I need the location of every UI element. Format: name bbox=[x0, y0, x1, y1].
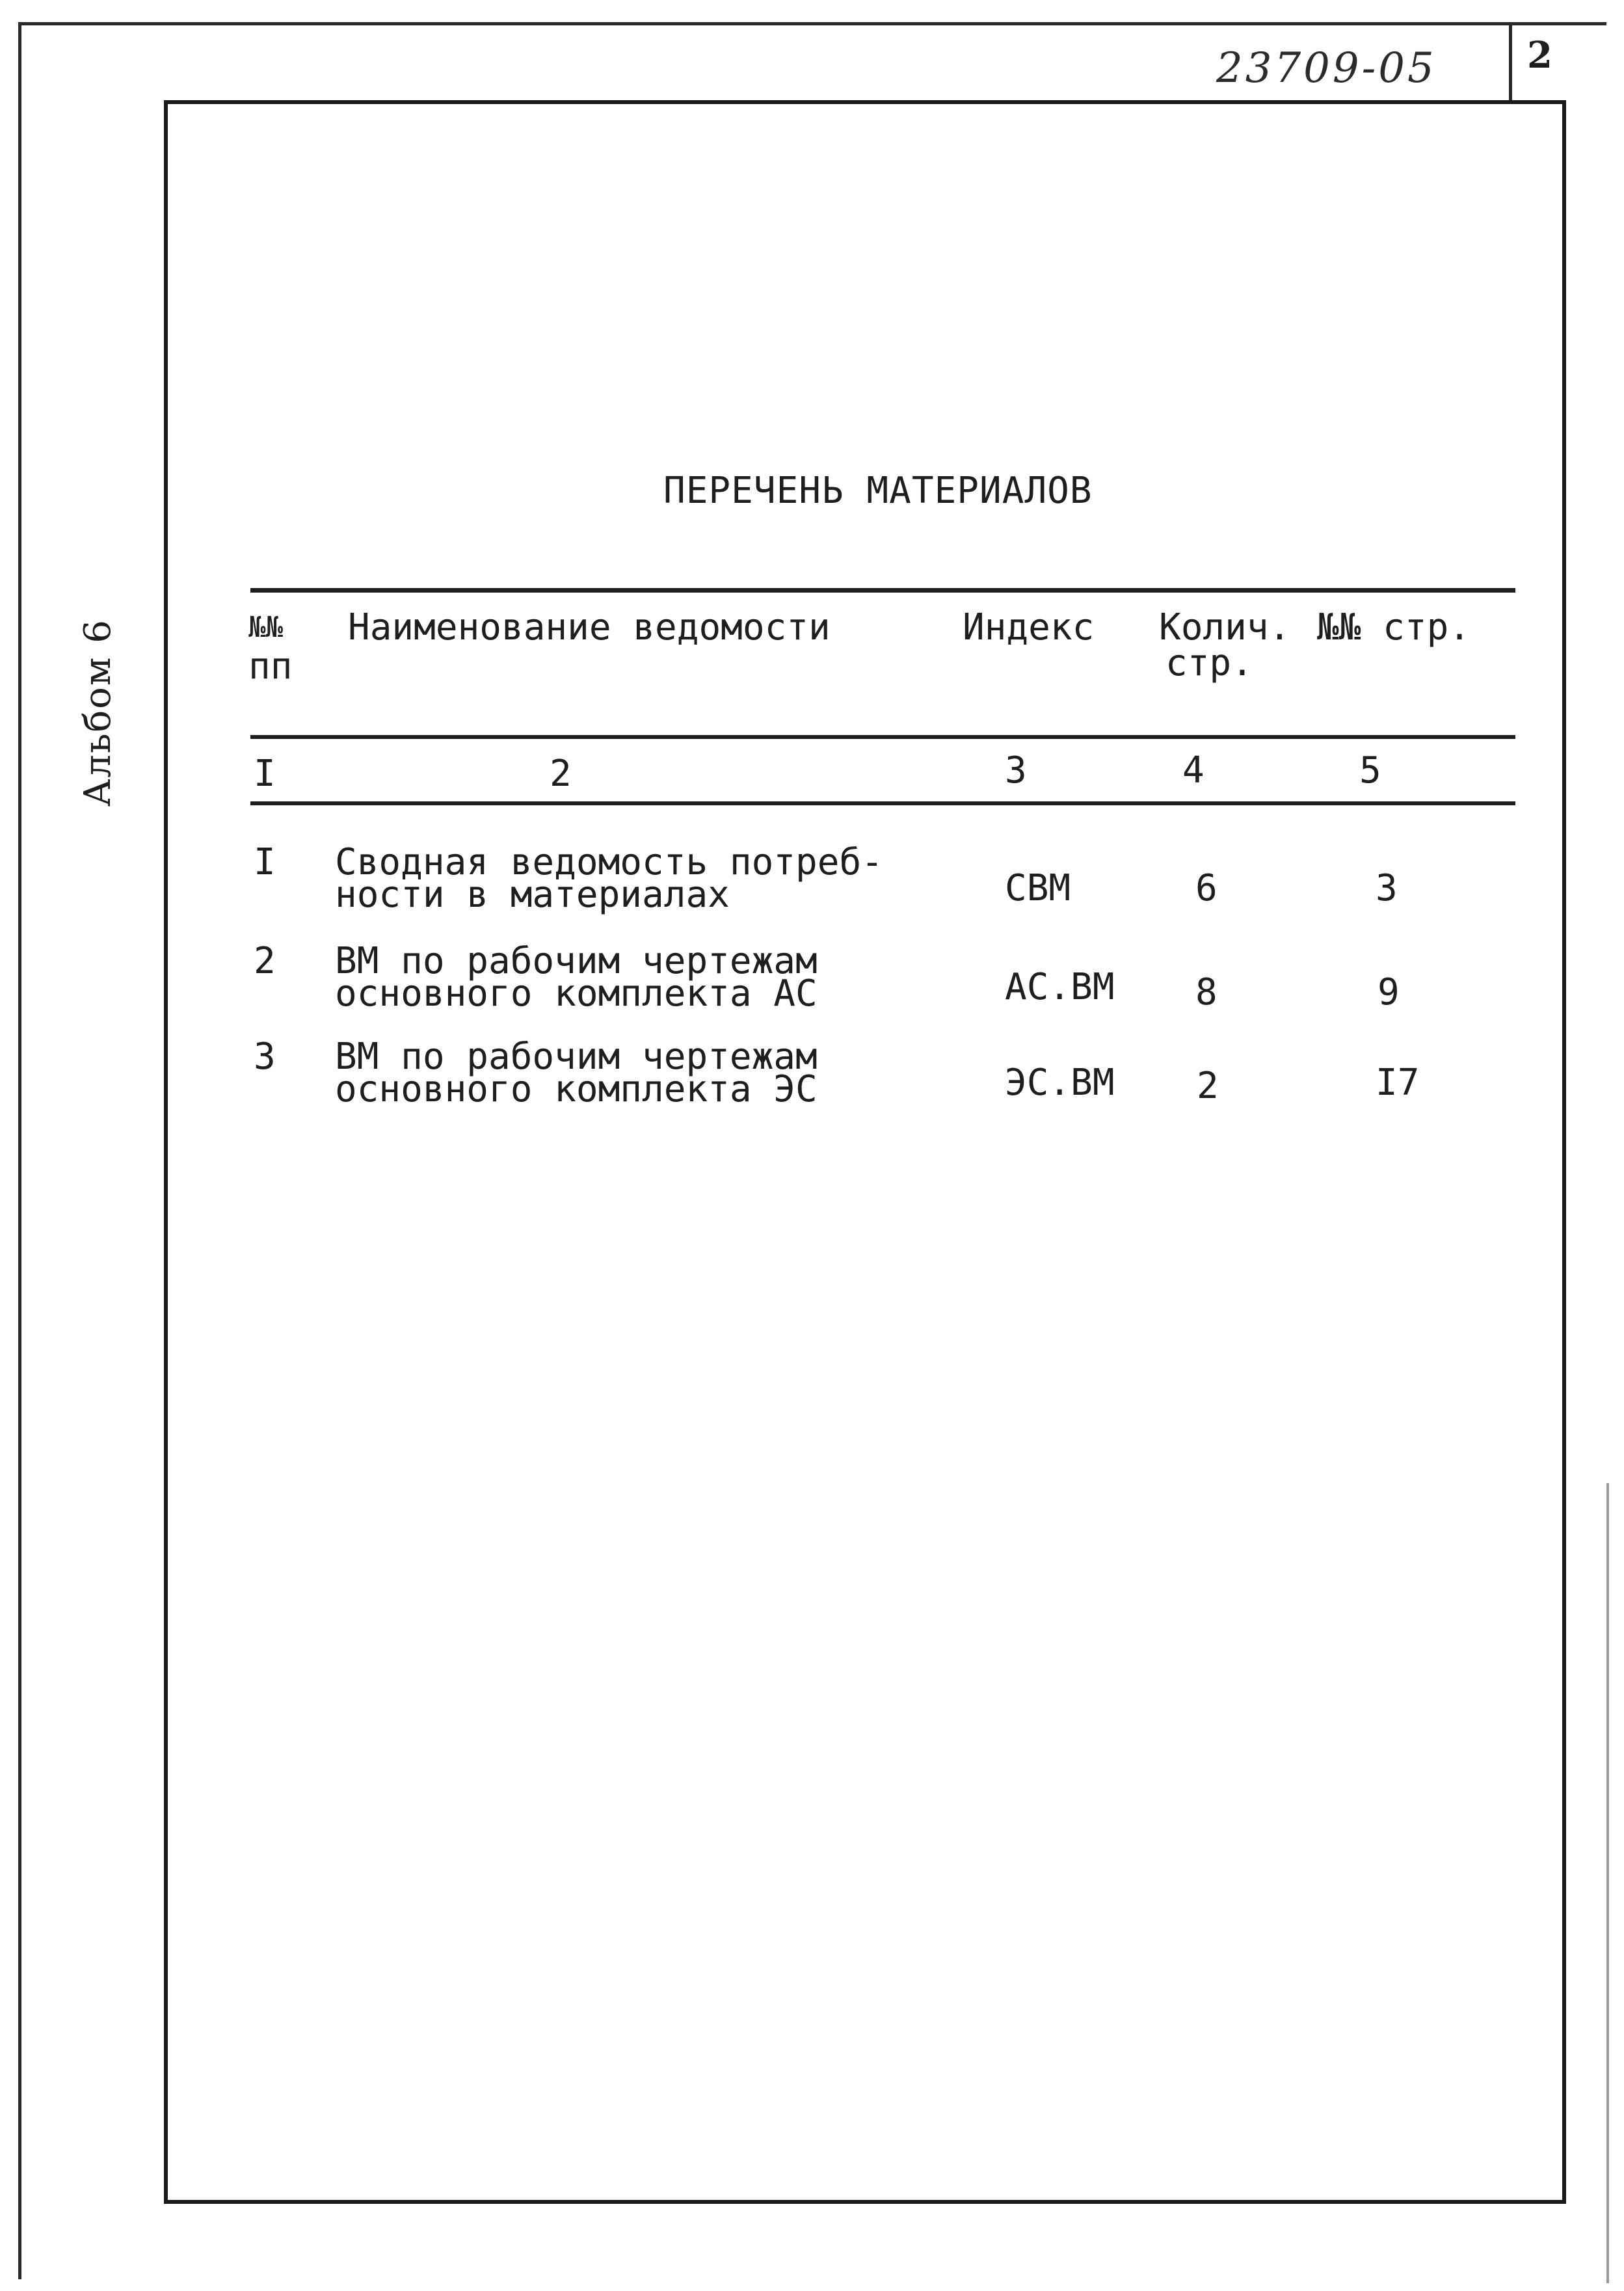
page-edge-right bbox=[1606, 1483, 1609, 2283]
page-edge-left bbox=[18, 22, 21, 2279]
table-header-rule bbox=[250, 735, 1515, 739]
column-number-1: I bbox=[254, 753, 276, 795]
column-number-3: 3 bbox=[1005, 749, 1027, 792]
document-number: 23709-05 bbox=[1216, 44, 1437, 92]
row-3-num: 3 bbox=[254, 1036, 276, 1078]
table-top-rule bbox=[250, 588, 1515, 593]
row-1-name-line1: Сводная ведомость потреб- bbox=[335, 841, 883, 883]
header-num-line1: №№ bbox=[248, 611, 283, 644]
row-2-name-line1: ВМ по рабочим чертежам bbox=[335, 940, 818, 982]
row-3-index: ЭС.ВМ bbox=[1005, 1062, 1115, 1104]
row-1-page-no: 3 bbox=[1376, 867, 1398, 909]
page-number: 2 bbox=[1527, 34, 1552, 77]
header-index: Индекс bbox=[963, 606, 1095, 649]
page-title: ПЕРЕЧЕНЬ МАТЕРИАЛОВ bbox=[663, 470, 1093, 512]
row-3-name-line1: ВМ по рабочим чертежам bbox=[335, 1036, 818, 1078]
column-number-5: 5 bbox=[1359, 749, 1381, 792]
row-2-name-line2: основного комплекта АС bbox=[335, 972, 818, 1015]
row-2-pages: 8 bbox=[1195, 971, 1218, 1013]
row-3-page-no: I7 bbox=[1376, 1062, 1420, 1104]
drawing-frame bbox=[164, 100, 1566, 2204]
column-number-4: 4 bbox=[1182, 749, 1205, 792]
row-3-name-line2: основного комплекта ЭС bbox=[335, 1068, 818, 1110]
header-num-line2: пп bbox=[248, 645, 293, 688]
row-3-pages: 2 bbox=[1197, 1065, 1219, 1107]
row-1-pages: 6 bbox=[1195, 867, 1218, 909]
page-edge-top bbox=[20, 22, 1606, 25]
album-label: Альбом 6 bbox=[77, 619, 119, 807]
page-number-box bbox=[1509, 22, 1610, 100]
row-1-name-line2: ности в материалах bbox=[335, 874, 730, 916]
column-number-2: 2 bbox=[550, 753, 572, 795]
row-2-page-no: 9 bbox=[1378, 971, 1400, 1013]
row-2-index: АС.ВМ bbox=[1005, 966, 1115, 1008]
table-numbers-rule bbox=[250, 801, 1515, 805]
row-2-num: 2 bbox=[254, 940, 276, 982]
header-pages-line2: стр. bbox=[1165, 642, 1253, 684]
row-1-index: СВМ bbox=[1005, 867, 1071, 909]
header-page-no: №№ стр. bbox=[1317, 606, 1471, 649]
row-1-num: I bbox=[254, 841, 276, 883]
header-pages-line1: Колич. bbox=[1159, 606, 1291, 649]
header-name: Наименование ведомости bbox=[348, 606, 831, 649]
